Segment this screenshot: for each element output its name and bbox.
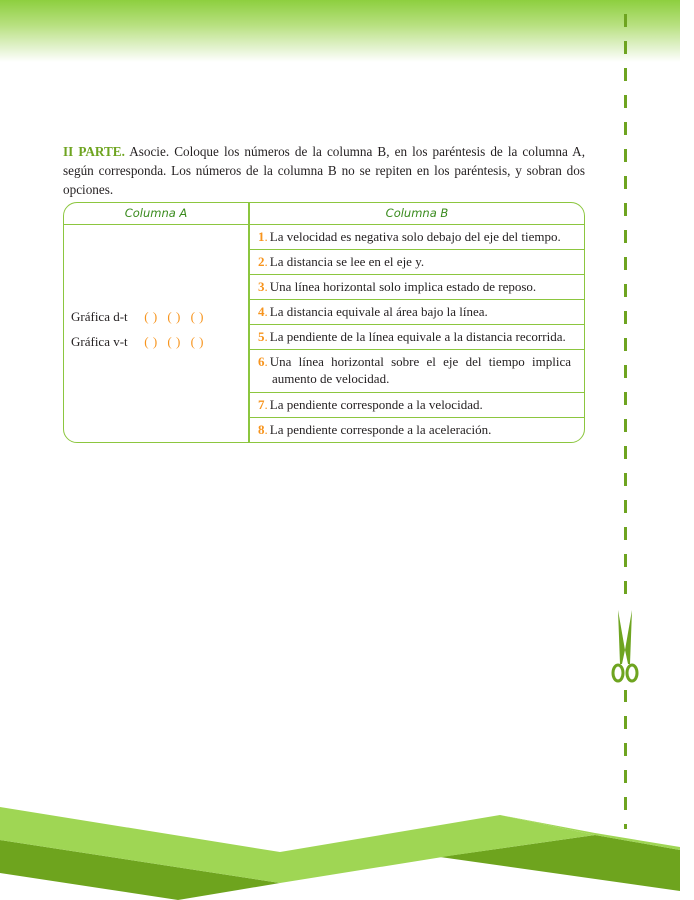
item-number: 4 <box>258 304 265 319</box>
table-header-row <box>64 203 584 225</box>
item-dot: . <box>264 354 268 369</box>
item-number: 1 <box>258 229 265 244</box>
instructions-text: Asocie. Coloque los números de la columna B, en los paréntesis de la columna A, según corresponda. Los números de la columna B no se repiten en los paréntesis, y sobran dos opciones. <box>63 144 585 197</box>
item-text: La distancia equivale al área bajo la línea. <box>269 304 488 319</box>
item-text: Una línea horizontal sobre el eje del tiempo implica <box>269 354 572 369</box>
column-b-item <box>250 299 584 324</box>
column-a-header: Columna A <box>124 206 188 220</box>
item-number: 6 <box>258 354 265 369</box>
answer-blank[interactable]: ( ) <box>190 309 205 324</box>
answer-blank[interactable]: ( ) <box>144 309 158 324</box>
column-b-item <box>250 225 584 249</box>
graph-row-vt <box>71 334 210 350</box>
graph-label: Gráfica d-t <box>71 309 128 324</box>
answer-blanks <box>144 309 210 324</box>
item-text-continued: aumento de velocidad. <box>272 371 390 386</box>
column-b-item <box>250 392 584 417</box>
answer-blanks <box>144 334 210 349</box>
item-text: La distancia se lee en el eje y. <box>269 254 425 269</box>
item-text: La pendiente corresponde a la velocidad. <box>269 397 483 412</box>
item-text: La pendiente corresponde a la aceleración. <box>269 422 492 437</box>
item-text: La velocidad es negativa solo debajo del eje del tiempo. <box>269 229 561 244</box>
column-b-item <box>250 349 584 392</box>
item-number: 3 <box>258 279 265 294</box>
item-dot: . <box>264 397 268 412</box>
item-dot: . <box>264 304 268 319</box>
answer-blank[interactable]: ( ) <box>190 334 205 349</box>
item-dot: . <box>264 279 268 294</box>
cut-dashed-line <box>624 14 627 829</box>
item-dot: . <box>264 422 268 437</box>
answer-blank[interactable]: ( ) <box>167 309 181 324</box>
item-number: 8 <box>258 422 265 437</box>
matching-table <box>63 202 585 443</box>
item-text: La pendiente de la línea equivale a la distancia recorrida. <box>269 329 566 344</box>
column-b-item <box>250 274 584 299</box>
column-b-item <box>250 324 584 349</box>
column-a <box>64 225 248 442</box>
item-number: 5 <box>258 329 265 344</box>
instructions-paragraph <box>63 142 585 199</box>
item-text: Una línea horizontal solo implica estado de reposo. <box>269 279 537 294</box>
header-gradient-band <box>0 0 680 62</box>
item-dot: . <box>264 254 268 269</box>
column-b-header: Columna B <box>385 206 449 220</box>
item-dot: . <box>264 329 268 344</box>
answer-blank[interactable]: ( ) <box>167 334 181 349</box>
column-b-item <box>250 417 584 442</box>
graph-row-dt <box>71 309 210 325</box>
footer-decorative-bands <box>0 795 694 900</box>
graph-label: Gráfica v-t <box>71 334 128 349</box>
item-dot: . <box>264 229 268 244</box>
item-number: 7 <box>258 397 265 412</box>
item-number: 2 <box>258 254 265 269</box>
column-b-item <box>250 249 584 274</box>
scissors-icon <box>609 606 641 688</box>
section-title: II PARTE. <box>63 144 125 159</box>
answer-blank[interactable]: ( ) <box>144 334 158 349</box>
